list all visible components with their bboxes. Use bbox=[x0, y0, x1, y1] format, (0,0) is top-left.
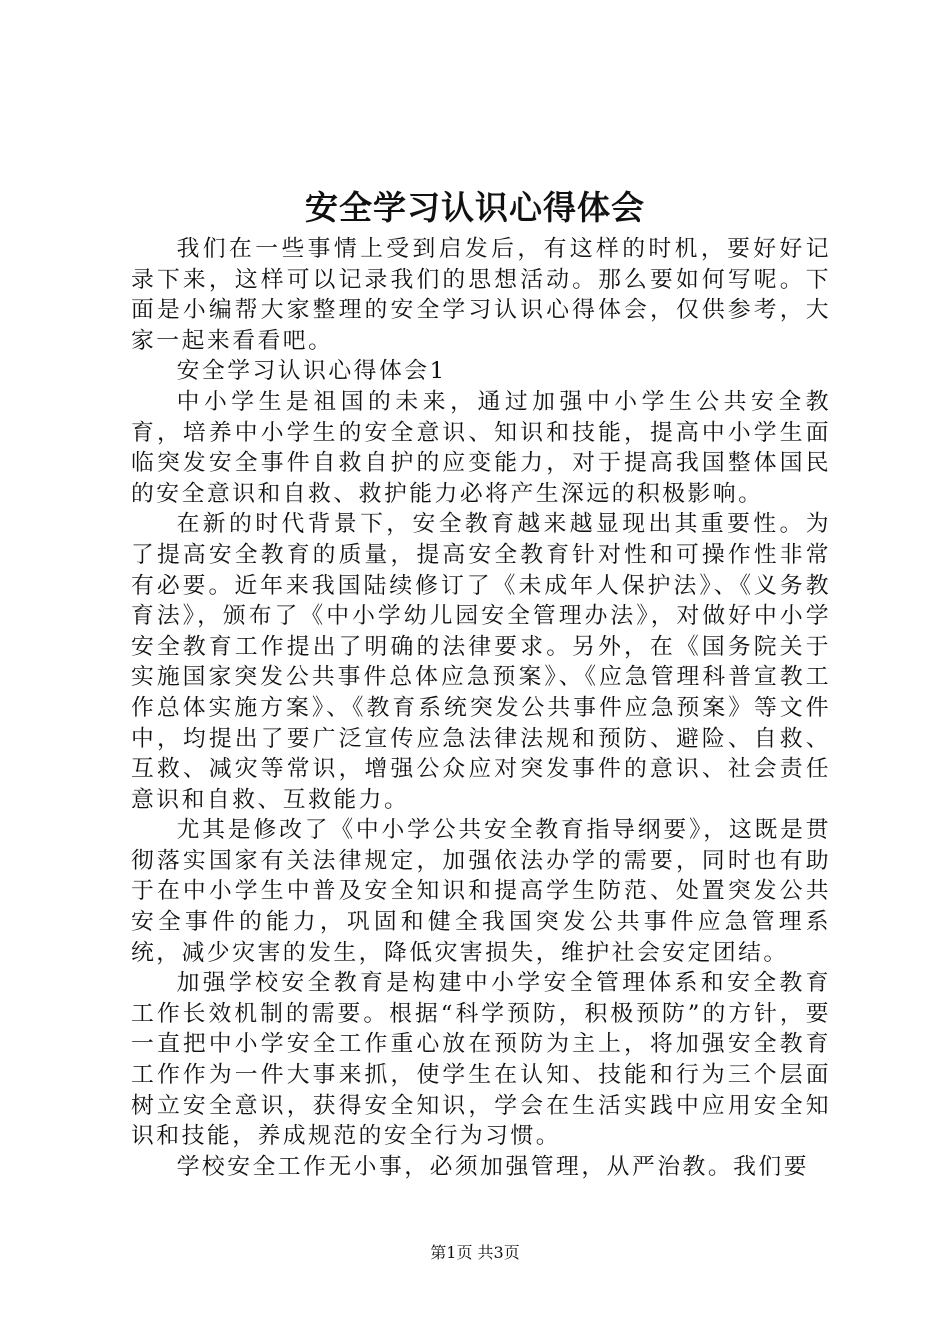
document-title: 安全学习认识心得体会 bbox=[305, 188, 645, 227]
paragraph: 尤其是修改了《中小学公共安全教育指导纲要》，这既是贯彻落实国家有关法律规定，加强依法办学的需要，同时也有助于在中小学生中普及安全知识和提高学生防范、处置突发公共安全事件的能力，巩固和健全我国突发公共事件应急管理系统，减少灾害的发生，降低灾害损失，维护社会安定团结。 bbox=[131, 817, 831, 966]
page-number-footer: 第1页 共3页 bbox=[430, 1243, 520, 1262]
paragraph-intro: 我们在一些事情上受到启发后，有这样的时机，要好好记录下来，这样可以记录我们的思想活动。那么要如何写呢。下面是小编帮大家整理的安全学习认识心得体会，仅供参考，大家一起来看看吧。 bbox=[131, 236, 831, 354]
document-body bbox=[131, 234, 831, 1182]
section-heading: 安全学习认识心得体会1 bbox=[176, 358, 447, 385]
paragraph: 在新的时代背景下，安全教育越来越显现出其重要性。为了提高安全教育的质量，提高安全教育针对性和可操作性非常有必要。近年来我国陆续修订了《未成年人保护法》、《义务教育法》，颁布了《中小学幼儿园安全管理办法》，对做好中小学安全教育工作提出了明确的法律要求。另外，在《国务院关于实施国家突发公共事件总体应急预案》、《应急管理科普宣教工作总体实施方案》、《教育系统突发公共事件应急预案》等文件中，均提出了要广泛宣传应急法律法规和预防、避险、自救、互救、减灾等常识，增强公众应对突发事件的意识、社会责任意识和自救、互救能力。 bbox=[131, 511, 831, 813]
paragraph: 加强学校安全教育是构建中小学安全管理体系和安全教育工作长效机制的需要。根据“科学预防，积极预防”的方针，要一直把中小学安全工作重心放在预防为主上，将加强安全教育工作作为一件大事来抓，使学生在认知、技能和行为三个层面树立安全意识，获得安全知识，学会在生活实践中应用安全知识和技能，养成规范的安全行为习惯。 bbox=[131, 970, 831, 1150]
paragraph: 学校安全工作无小事，必须加强管理，从严治教。我们要 bbox=[176, 1153, 810, 1180]
paragraph: 中小学生是祖国的未来，通过加强中小学生公共安全教育，培养中小学生的安全意识、知识和技能，提高中小学生面临突发安全事件自救自护的应变能力，对于提高我国整体国民的安全意识和自救、救护能力必将产生深远的积极影响。 bbox=[131, 388, 831, 507]
